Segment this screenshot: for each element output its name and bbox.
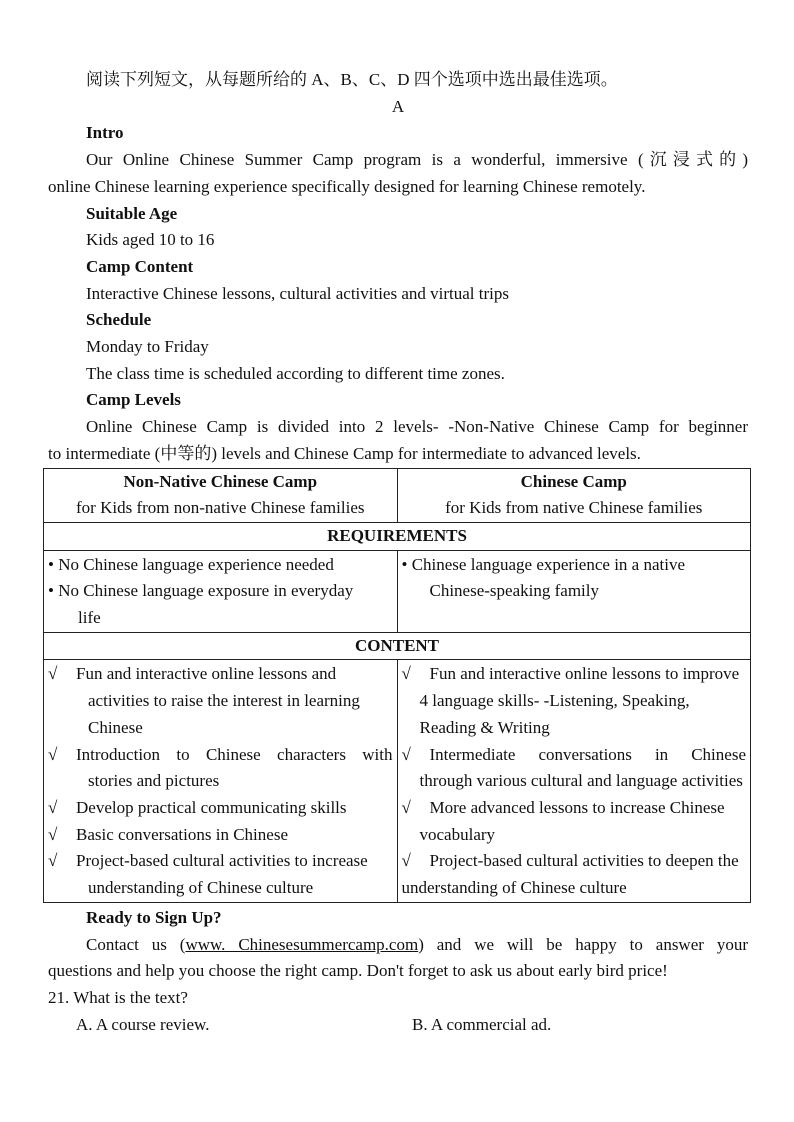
- left-content-item: √ Introduction to Chinese characters with stories and pictures: [48, 742, 393, 795]
- check-mark-icon: √: [401, 664, 411, 684]
- left-content-cell: [44, 660, 398, 902]
- signup-text-line2: questions and help you choose the right camp. Don't forget to ask us about early bird price!: [48, 961, 668, 981]
- left-req-1: • No Chinese language experience needed: [48, 554, 334, 574]
- instruction: 阅读下列短文，从每题所给的 A、B、C、D 四个选项中选出最佳选项。: [86, 70, 618, 89]
- left-content-item: √ Fun and interactive online lessons and activities to raise the interest in learning Chinese: [48, 661, 393, 741]
- answer-options: [48, 1012, 748, 1039]
- check-mark-icon: √: [401, 744, 411, 764]
- right-requirements-cell: [397, 550, 751, 632]
- right-req-1: • Chinese language experience in a native: [401, 554, 685, 574]
- check-mark-icon: √: [48, 744, 58, 764]
- right-camp-subtitle: for Kids from native Chinese families: [445, 498, 703, 518]
- check-mark-icon: √: [48, 824, 58, 844]
- camp-comparison-table: [43, 468, 751, 903]
- right-content-item: √ More advanced lessons to increase Chinese vocabulary: [402, 795, 747, 848]
- right-content-item: √ Intermediate conversations in Chinese through various cultural and language activities: [402, 742, 747, 795]
- right-camp-title: Chinese Camp: [520, 471, 627, 491]
- right-content-item: √ Fun and interactive online lessons to improve 4 language skills- -Listening, Speaking, Reading & Writing: [402, 661, 747, 741]
- check-mark-icon: √: [48, 664, 58, 684]
- levels-heading: Camp Levels: [86, 390, 181, 410]
- left-camp-subtitle: for Kids from non-native Chinese families: [76, 498, 365, 518]
- content-text: Interactive Chinese lessons, cultural activities and virtual trips: [86, 283, 509, 303]
- check-mark-icon: √: [401, 797, 411, 817]
- website-link[interactable]: www. Chinesesummercamp.com: [185, 934, 419, 954]
- right-content-cell: [397, 660, 751, 902]
- option-a[interactable]: A. A course review.: [76, 1014, 210, 1034]
- check-mark-icon: √: [48, 851, 58, 871]
- content-label: CONTENT: [44, 632, 751, 660]
- document-page: [48, 67, 748, 1038]
- schedule-heading: Schedule: [86, 310, 152, 330]
- levels-text-line2: to intermediate (中等的) levels and Chinese Camp for intermediate to advanced levels.: [48, 443, 641, 463]
- content-heading: Camp Content: [86, 256, 194, 276]
- passage-label: A: [391, 96, 405, 116]
- requirements-label: REQUIREMENTS: [44, 522, 751, 550]
- right-content-item: √ Project-based cultural activities to deepen the understanding of Chinese culture: [402, 848, 747, 901]
- age-heading: Suitable Age: [86, 203, 178, 223]
- table-header-row: [44, 468, 751, 522]
- intro-heading: Intro: [86, 123, 124, 143]
- left-req-2-cont: life: [78, 608, 101, 628]
- check-mark-icon: √: [48, 797, 58, 817]
- left-content-item: √ Basic conversations in Chinese: [48, 822, 393, 849]
- left-camp-title: Non-Native Chinese Camp: [123, 471, 318, 491]
- age-text: Kids aged 10 to 16: [86, 230, 215, 250]
- left-header-cell: [44, 468, 398, 522]
- content-label-row: [44, 632, 751, 660]
- option-b[interactable]: B. A commercial ad.: [412, 1014, 552, 1034]
- right-header-cell: [397, 468, 751, 522]
- right-req-1-cont: Chinese-speaking family: [429, 581, 599, 601]
- left-requirements-cell: [44, 550, 398, 632]
- schedule-text-2: The class time is scheduled according to different time zones.: [86, 363, 505, 383]
- levels-text-line1: Online Chinese Camp is divided into 2 levels- -Non-Native Chinese Camp for beginner: [86, 417, 748, 437]
- intro-text-line2: online Chinese learning experience specifically designed for learning Chinese remotely.: [48, 176, 646, 196]
- intro-text-line1: Our Online Chinese Summer Camp program is a wonderful, immersive (沉浸式的): [86, 150, 748, 170]
- signup-text-line1: Contact us (www. Chinesesummercamp.com) and we will be happy to answer your: [86, 934, 748, 954]
- check-mark-icon: √: [401, 851, 411, 871]
- question-stem: 21. What is the text?: [48, 987, 188, 1007]
- schedule-text-1: Monday to Friday: [86, 337, 209, 357]
- requirements-row: [44, 550, 751, 632]
- signup-heading: Ready to Sign Up?: [86, 907, 222, 927]
- left-content-item: √ Project-based cultural activities to increase understanding of Chinese culture: [48, 848, 393, 901]
- content-row: [44, 660, 751, 902]
- requirements-label-row: [44, 522, 751, 550]
- left-req-2: • No Chinese language exposure in everyday: [48, 581, 354, 601]
- left-content-item: √ Develop practical communicating skills: [48, 795, 393, 822]
